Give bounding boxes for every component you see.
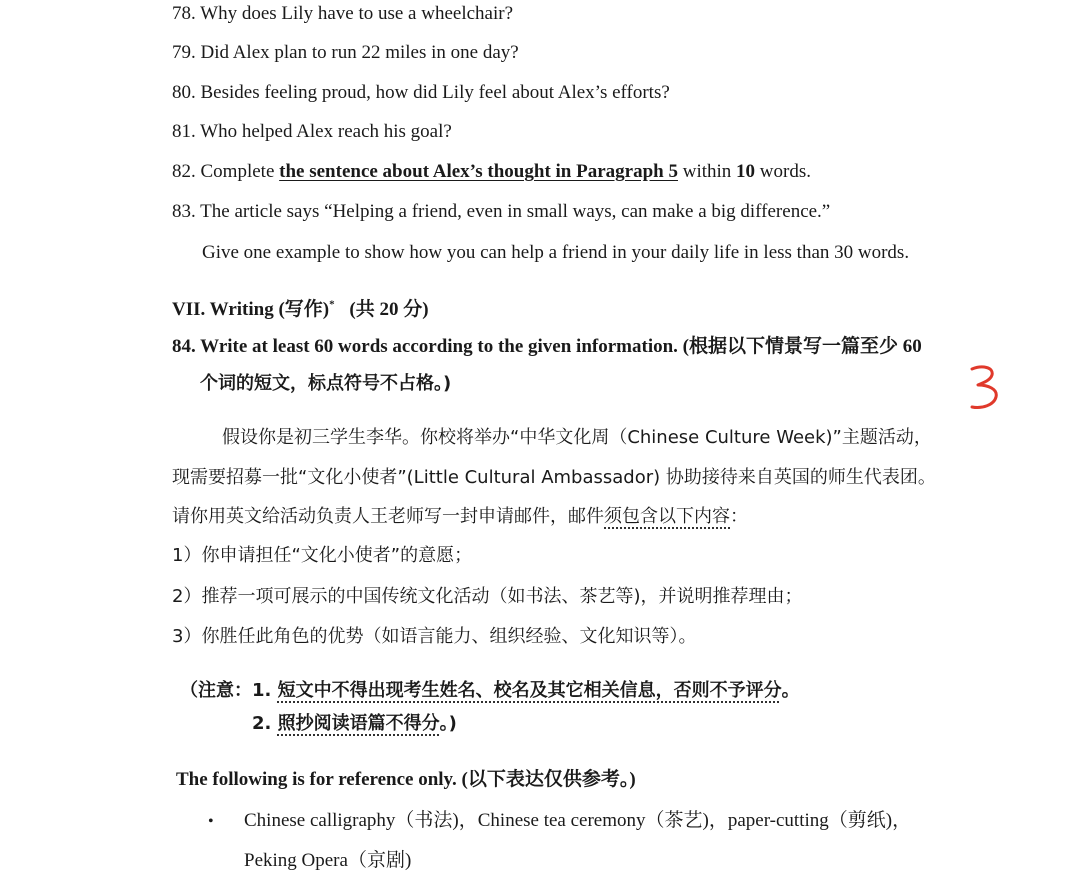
prompt-item-3: 3）你胜任此角色的优势（如语言能力、组织经验、文化知识等）。 (172, 626, 697, 647)
reference-line-1: Chinese calligraphy（书法)，Chinese tea ceremony（茶艺)，paper-cutting（剪纸)， (244, 810, 912, 831)
question-83-followup: Give one example to show how you can help a friend in your daily life in less than 30 words. (202, 242, 910, 263)
question-79: 79. Did Alex plan to run 22 miles in one day? (172, 42, 519, 63)
reference-title: The following is for reference only. (以下表达仅供参考。) (176, 769, 636, 790)
note-2-dotted: 照抄阅读语篇不得分 (277, 713, 440, 734)
question-82-prefix: 82. Complete (172, 161, 280, 182)
prompt-item-1: 1）你申请担任“文化小使者”的意愿； (172, 545, 473, 566)
section-title (172, 294, 429, 321)
prompt-paragraph-1: 假设你是初三学生李华。你校将举办“中华文化周（Chinese Culture Week)”主题活动， (222, 427, 932, 448)
reference-line-2: Peking Opera（京剧) (244, 850, 412, 871)
question-82-suffix: words. (755, 161, 811, 182)
handwritten-mark (968, 363, 1002, 418)
note-2-end: 。) (439, 713, 457, 734)
prompt-paragraph-2: 现需要招募一批“文化小使者”(Little Cultural Ambassador) 协助接待来自英国的师生代表团。 (172, 467, 936, 488)
note-line-1 (180, 676, 800, 702)
question-78: 78. Why does Lily have to use a wheelchair? (172, 3, 514, 24)
note-1-end: 。 (781, 680, 800, 701)
question-80: 80. Besides feeling proud, how did Lily feel about Alex’s efforts? (172, 82, 670, 103)
prompt-p3-end: ： (730, 506, 748, 527)
question-82-number: 10 (736, 161, 756, 182)
section-title-text: VII. Writing (写作) (172, 299, 330, 320)
section-star: * (329, 298, 335, 311)
task-line-1: 84. Write at least 60 words according to the given information. (根据以下情景写一篇至少 60 (172, 336, 922, 357)
note-2-prefix: 2. (252, 713, 278, 734)
prompt-paragraph-3 (172, 502, 748, 528)
note-label: （注意：1. (180, 680, 278, 701)
prompt-p3-start: 请你用英文给活动负责人王老师写一封申请邮件，邮件 (172, 506, 604, 527)
question-83: 83. The article says “Helping a friend, even in small ways, can make a big difference.” (172, 201, 831, 222)
prompt-item-2: 2）推荐一项可展示的中国传统文化活动（如书法、茶艺等)，并说明推荐理由； (172, 586, 803, 607)
question-82-middle: within (677, 161, 737, 182)
bullet-icon: • (208, 813, 214, 830)
task-line-2: 个词的短文，标点符号不占格。) (200, 373, 452, 394)
question-82 (172, 161, 811, 183)
prompt-p3-dotted: 须包含以下内容 (604, 506, 730, 527)
handwritten-three-icon (968, 363, 1002, 413)
question-81: 81. Who helped Alex reach his goal? (172, 121, 452, 142)
question-82-underlined: the sentence about Alex’s thought in Paragraph 5 (279, 161, 678, 182)
note-1-dotted: 短文中不得出现考生姓名、校名及其它相关信息，否则不予评分 (277, 680, 782, 701)
note-line-2 (252, 709, 457, 735)
section-score: (共 20 分) (349, 299, 429, 320)
